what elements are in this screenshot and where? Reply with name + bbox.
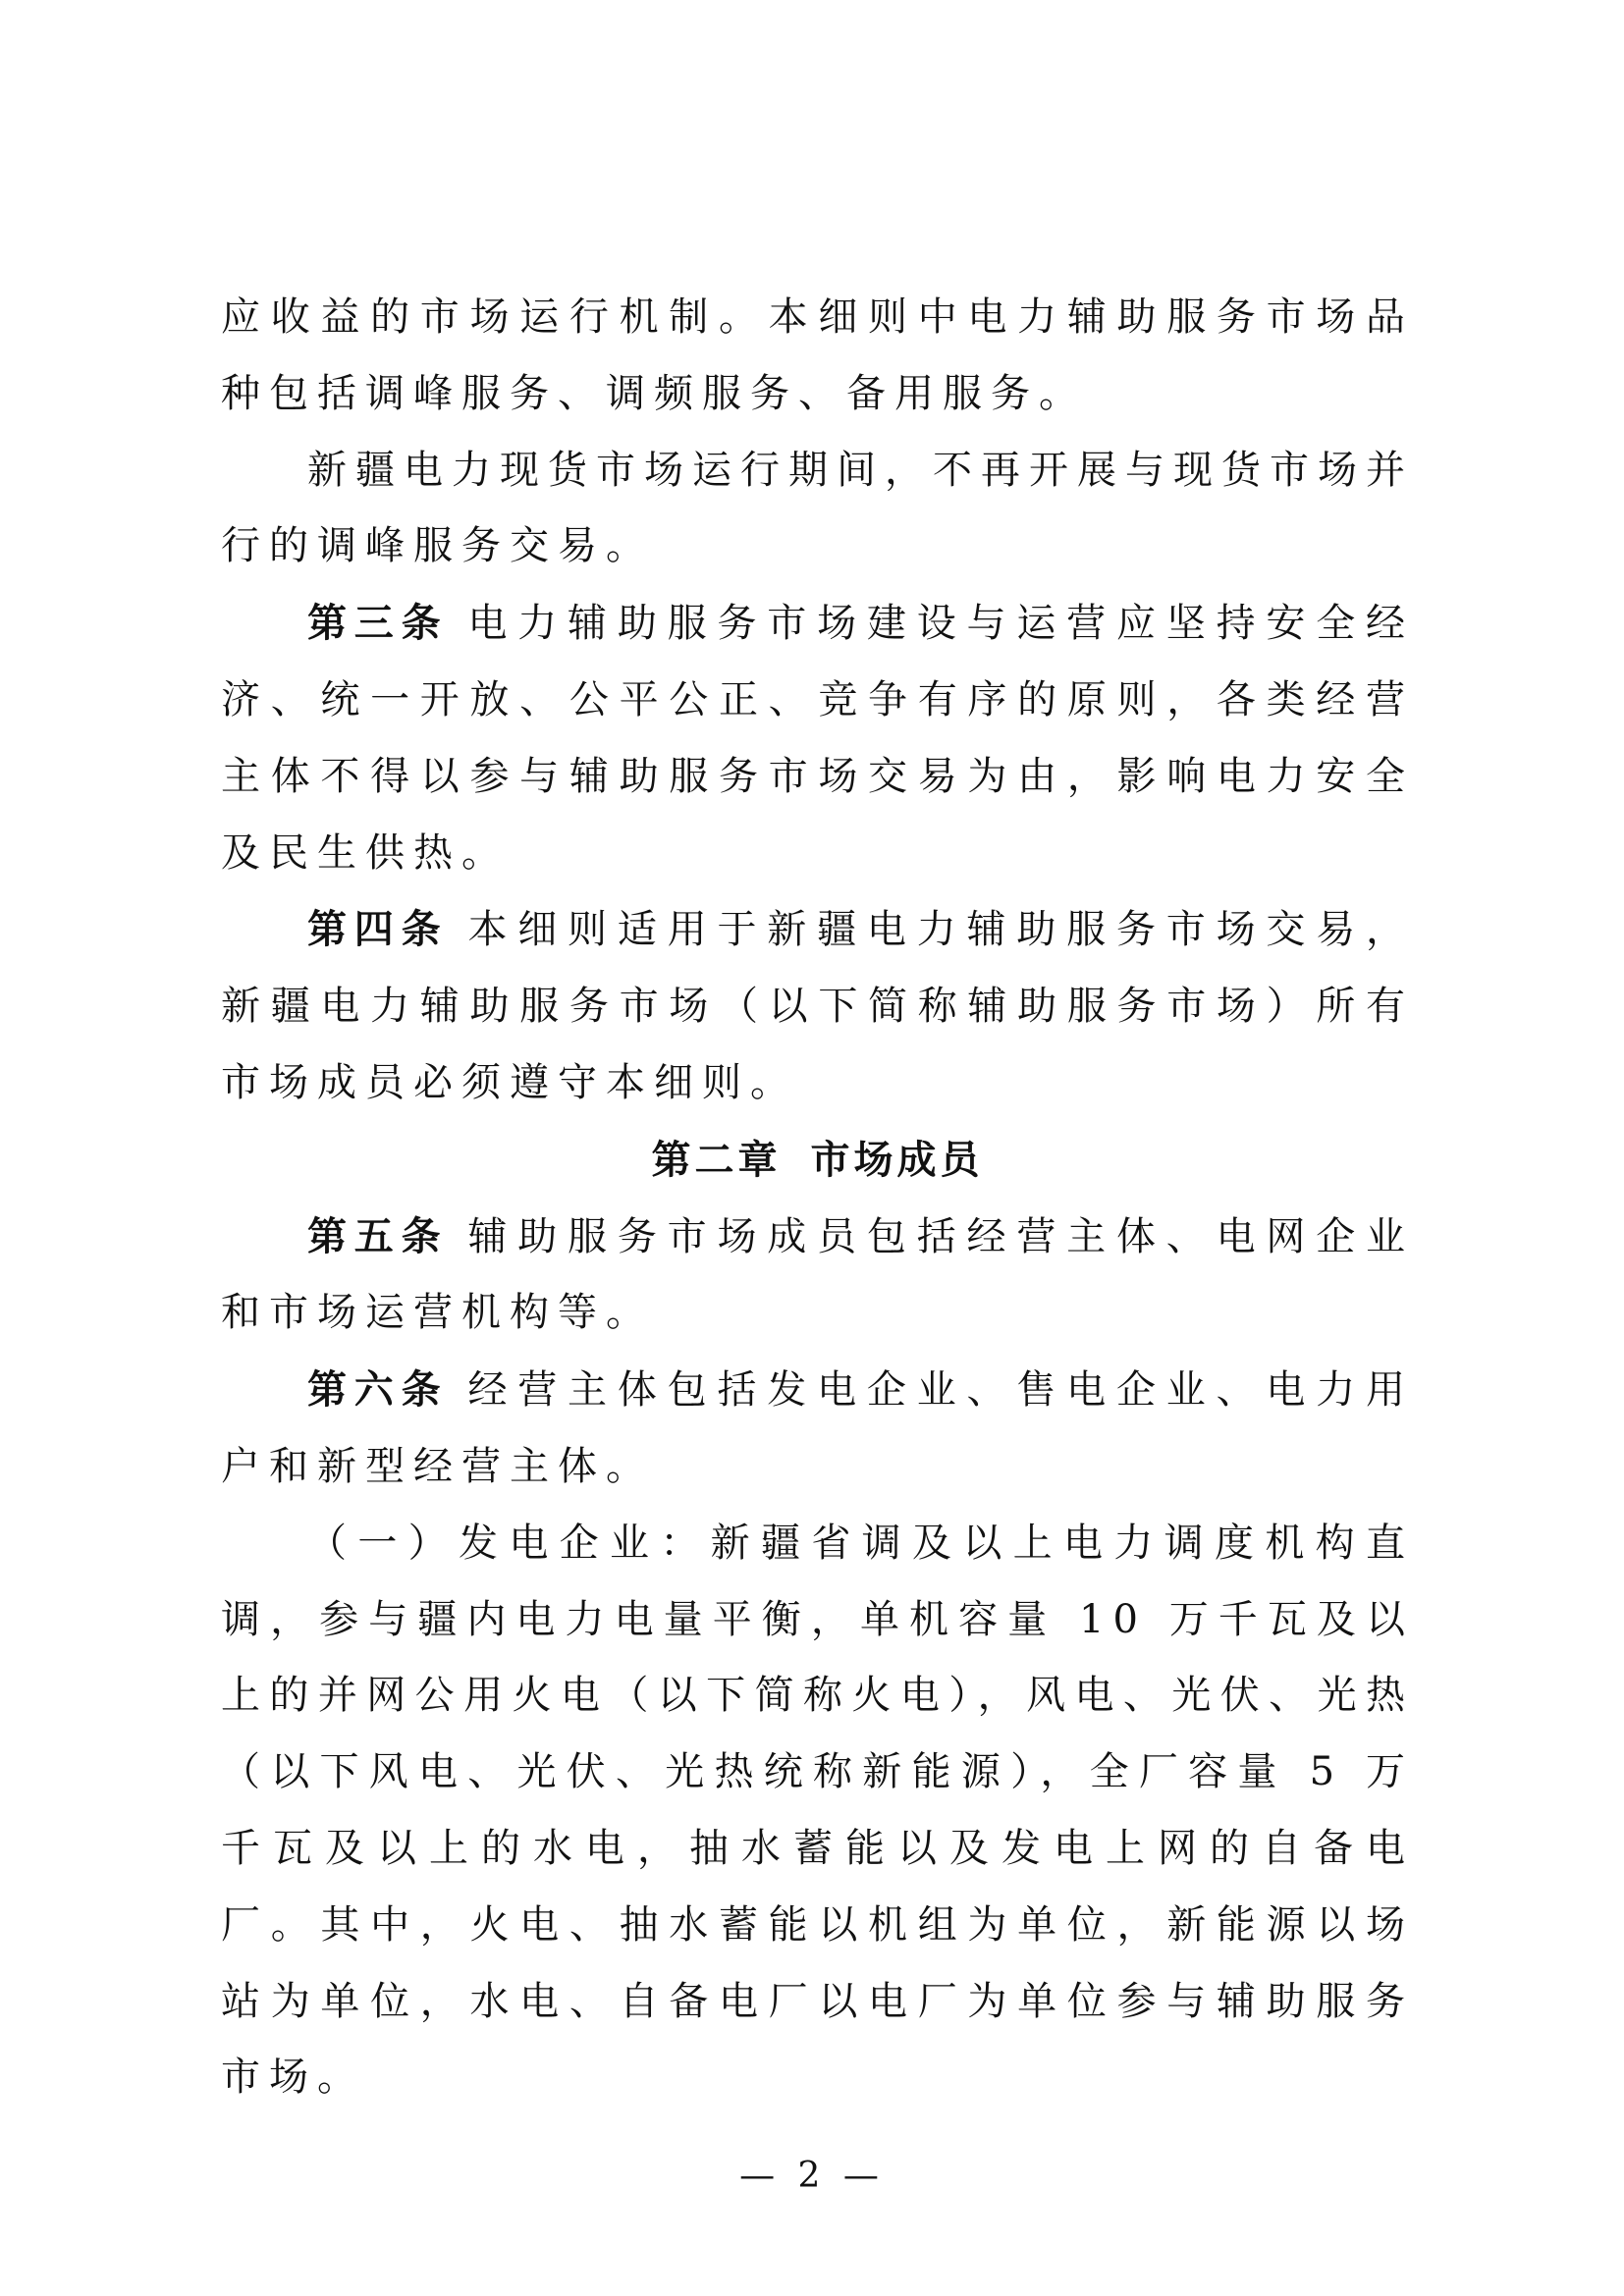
article-3-text: 电力辅助服务市场建设与运营应坚持安全经济、统一开放、公平公正、竞争有序的原则，各类经营主体不得以参与辅助服务市场交易为由，影响电力安全及民生供热。 — [221, 601, 1415, 876]
chapter-heading — [221, 1122, 1414, 1199]
item-1-power-generation: （一）发电企业：新疆省调及以上电力调度机构直调，参与疆内电力电量平衡，单机容量 10 万千瓦及以上的并网公用火电（以下简称火电），风电、光伏、光热（以下风电、光伏、光热统称新能源），全厂容量 5 万千瓦及以上的水电，抽水蓄能以及发电上网的自备电厂。其中，火电、抽水蓄能以机组为单位，新能源以场站为单位，水电、自备电厂以电厂为单位参与辅助服务市场。 — [221, 1520, 1414, 2101]
page-number: — 2 — — [739, 2156, 885, 2196]
chapter-number: 第二章 — [651, 1136, 782, 1183]
document-body — [221, 280, 1414, 2116]
chapter-title: 市场成员 — [810, 1136, 984, 1183]
article-4-text: 本细则适用于新疆电力辅助服务市场交易，新疆电力辅助服务市场（以下简称辅助服务市场）所有市场成员必须遵守本细则。 — [221, 907, 1415, 1105]
paragraph-continuation: 应收益的市场运行机制。本细则中电力辅助服务市场品种包括调峰服务、调频服务、备用服务。 — [221, 294, 1414, 416]
article-6 — [221, 1352, 1414, 1506]
article-3-label: 第三条 — [307, 600, 449, 647]
paragraph-spot-market: 新疆电力现货市场运行期间，不再开展与现货市场并行的调峰服务交易。 — [221, 447, 1414, 569]
article-6-text: 经营主体包括发电企业、售电企业、电力用户和新型经营主体。 — [221, 1367, 1415, 1489]
article-5-text: 辅助服务市场成员包括经营主体、电网企业和市场运营机构等。 — [221, 1213, 1415, 1336]
article-6-label: 第六条 — [307, 1366, 449, 1414]
article-3 — [221, 585, 1414, 891]
article-4-label: 第四条 — [307, 906, 449, 953]
article-5 — [221, 1199, 1414, 1353]
article-5-label: 第五条 — [307, 1212, 449, 1259]
article-4 — [221, 891, 1414, 1121]
